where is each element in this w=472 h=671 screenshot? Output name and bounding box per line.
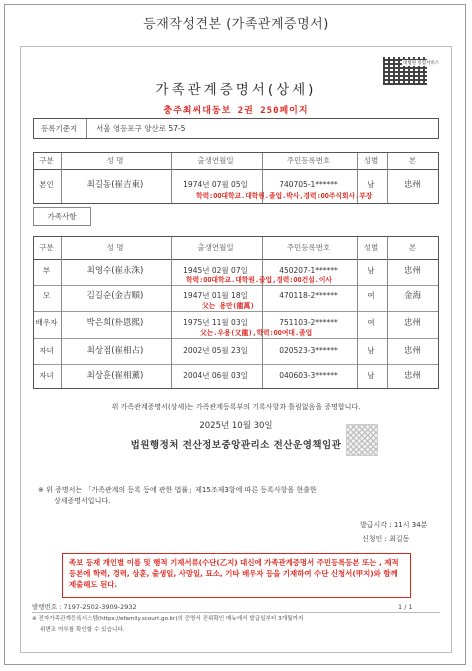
page-number: 1 / 1 (398, 603, 413, 611)
fam-col-birth: 출생연월일 (197, 243, 234, 252)
table-row-id: 020523-3****** (279, 346, 338, 355)
official-seal (346, 424, 378, 456)
table-row-division: 부 (42, 266, 51, 275)
qr-label: 대법원 통합서비스 (403, 61, 440, 66)
col-id: 주민등록번호 (286, 156, 331, 165)
table-row-id: 470118-2****** (279, 291, 338, 300)
self-division: 본인 (39, 180, 54, 189)
issue-time: 발급시각 : 11시 34분 (360, 521, 428, 529)
table-row-birth: 1975년 11월 03일 (183, 318, 248, 327)
col-origin: 본 (408, 156, 417, 165)
table-row-origin: 忠州 (403, 266, 421, 276)
table-row-sex: 남 (367, 371, 375, 380)
table-row-sex: 여 (367, 318, 375, 327)
table-row-division: 배우자 (35, 318, 58, 327)
col-name: 성 명 (106, 156, 124, 165)
family-label: 가족사항 (47, 212, 77, 221)
table-row-division: 모 (42, 291, 51, 300)
table-row-division: 자녀 (39, 371, 54, 380)
table-row-id: 450207-1****** (279, 266, 338, 275)
fam-col-name: 성 명 (106, 243, 124, 252)
registry-label: 등록기준지 (41, 124, 78, 133)
table-row-name: 박은희(朴恩熙) (86, 318, 144, 328)
table-row-origin: 忠州 (403, 371, 421, 381)
table-row-birth: 1945년 02월 07일 (183, 266, 248, 275)
table-row-name: 최상점(崔相占) (86, 346, 144, 356)
table-row-id: 040603-3****** (279, 371, 338, 380)
table-row-division: 자녀 (39, 346, 54, 355)
self-id: 740705-1****** (279, 180, 338, 189)
table-row-birth: 2004년 06월 03일 (183, 371, 248, 380)
certificate-title: 가족관계증명서(상세) (155, 82, 317, 98)
table-row-origin: 忠州 (403, 346, 421, 356)
family-table (33, 236, 439, 389)
document-title: 등재작성견본 (가족관계증명서) (143, 17, 329, 32)
self-origin: 忠州 (403, 180, 421, 190)
fam-col-origin: 본 (408, 243, 417, 252)
footer-divider (32, 612, 440, 613)
table-row-birth: 2002년 05월 23일 (183, 346, 248, 355)
footnote-line-1: ※ 위 증명서는 「가족관계의 등록 등에 관한 법률」제15조제3항에 따른 등록사항을 현출한 (38, 486, 317, 494)
footer-line-2: 위변조 여부를 확인할 수 있습니다. (40, 627, 125, 633)
fam-col-id: 주민등록번호 (286, 243, 331, 252)
table-row-origin: 金海 (403, 291, 421, 301)
table-row-name: 최상훈(崔相薰) (86, 371, 144, 381)
registry-box (33, 118, 439, 139)
issue-number: 발행번호 : 7197-2502-3909-2932 (32, 603, 137, 611)
fam-col-division: 구분 (39, 243, 54, 252)
registry-value: 서울 영등포구 양산로 57-5 (96, 124, 186, 133)
self-birth: 1974년 07월 05일 (183, 180, 248, 189)
footnote-line-2: 상세증명서입니다. (54, 497, 111, 505)
footer-line-1: ※ 전자가족관계등록시스템(https://efamily.scourt.go.kr)의 증명서 진위확인 메뉴에서 발급일부터 3개월까지 (32, 616, 304, 622)
table-row-note: 父는 용만(龍萬) (202, 302, 255, 310)
self-sex: 남 (367, 180, 375, 189)
genealogy-notice: 족보 등재 개인별 이름 및 행적 기재서류(수단(乙지) 대신에 가족관계증명서 주민등록등본 또는 , 제적등본에 학력, 경력, 상훈, 출생일, 사망일, 묘소, 기타 배우자 등을 기재하여 수단 신청서(甲지)와 함께 제출해도 된다. (62, 553, 411, 598)
col-division: 구분 (39, 156, 54, 165)
table-row-name: 최영수(崔永洙) (86, 266, 144, 276)
self-name: 최길동(崔吉東) (86, 180, 144, 190)
fam-col-sex: 성별 (363, 243, 379, 252)
table-row-id: 751103-2****** (279, 318, 338, 327)
table-row-birth: 1947년 01월 18일 (183, 291, 248, 300)
self-note: 학력:OO대학교.대학원.졸업.박사,경력:OO주식회사.부장 (196, 192, 373, 200)
table-row-sex: 남 (367, 346, 375, 355)
col-sex: 성별 (363, 156, 379, 165)
certification-text: 위 가족관계증명서(상세)는 가족관계등록부의 기록사항과 틀림없음을 증명합니다. (111, 403, 361, 411)
genealogy-reference: 충주최씨대동보 2권 250페이지 (163, 106, 309, 116)
table-row-sex: 여 (367, 291, 375, 300)
table-row-origin: 忠州 (403, 318, 421, 328)
table-row-sex: 남 (367, 266, 375, 275)
issue-date: 2025년 10월 30일 (199, 421, 273, 431)
col-birth: 출생연월일 (197, 156, 234, 165)
table-row-name: 김길순(金吉順) (86, 291, 144, 301)
table-row-note: 父는.우용(又龍),학력:OO여대.졸업 (200, 329, 313, 337)
applicant: 신청인 : 최길동 (362, 535, 410, 543)
table-row-note: 학력:OO대학교.대학원.졸업,경력:OO건설.이사 (186, 276, 332, 284)
issuer: 법원행정처 전산정보중앙관리소 전산운영책임관 (130, 440, 342, 451)
